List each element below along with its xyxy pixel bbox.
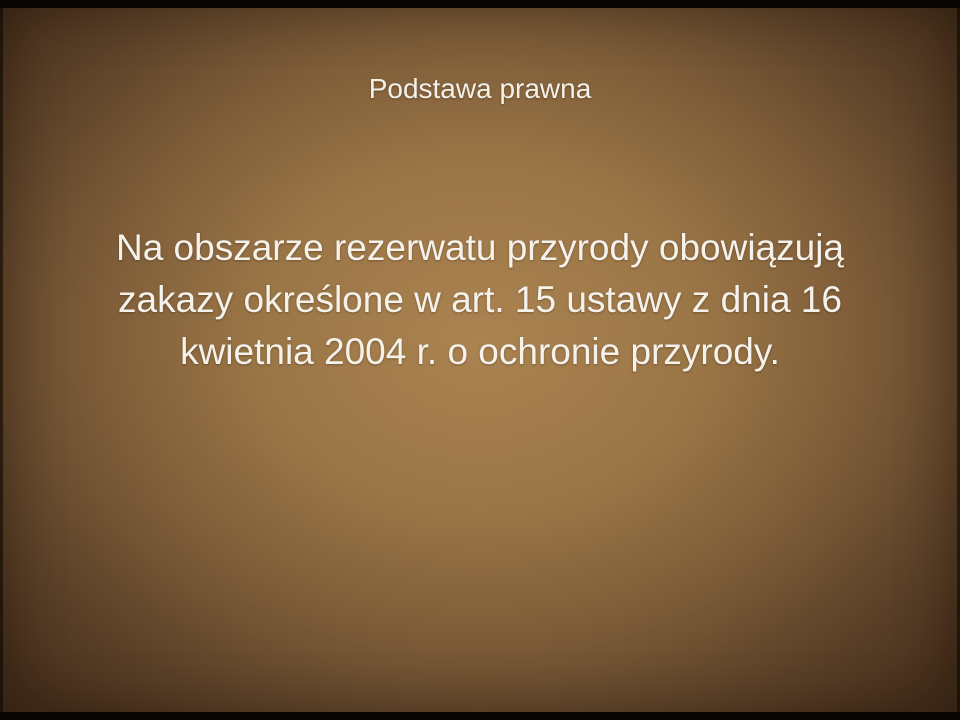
slide-body-text — [65, 222, 895, 378]
bottom-frame-bar — [0, 712, 960, 720]
top-frame-bar — [0, 0, 960, 8]
body-line-2: zakazy określone w art. 15 ustawy z dnia 16 — [118, 279, 842, 320]
body-line-1: Na obszarze rezerwatu przyrody obowiązują — [115, 227, 844, 268]
slide-title: Podstawa prawna — [368, 73, 592, 104]
left-edge-shade — [0, 0, 3, 720]
body-line-3: kwietnia 2004 r. o ochronie przyrody. — [180, 331, 780, 372]
